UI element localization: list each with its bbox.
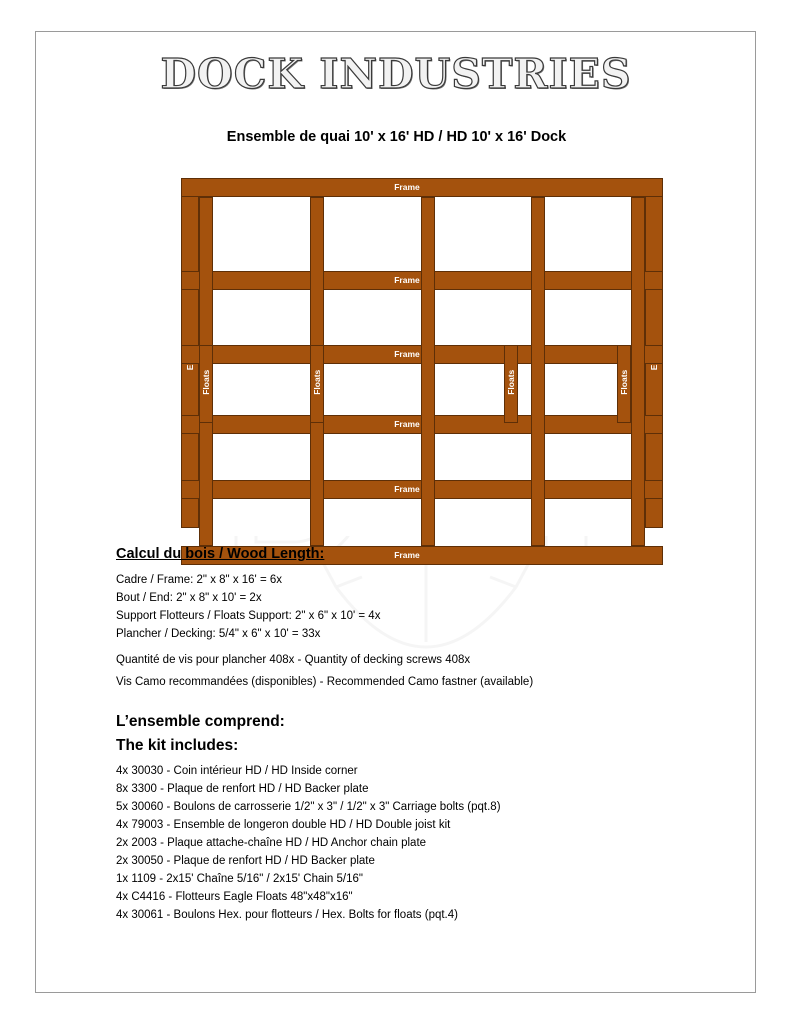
wood-length-note: Quantité de vis pour plancher 408x - Quantity of decking screws 408x: [116, 654, 471, 666]
kit-item: 4x 30061 - Boulons Hex. pour flotteurs / Hex. Bolts for floats (pqt.4): [116, 909, 458, 921]
frame-label: Frame: [394, 182, 420, 192]
wood-length-heading: Calcul du bois / Wood Length:: [116, 546, 325, 562]
document-page: [35, 31, 756, 993]
wood-length-item: Bout / End: 2" x 8" x 10' = 2x: [116, 592, 262, 604]
wood-length-item: Plancher / Decking: 5/4" x 6" x 10' = 33x: [116, 628, 321, 640]
frame-label: Frame: [394, 349, 420, 359]
kit-item: 4x C4416 - Flotteurs Eagle Floats 48"x48"x16": [116, 891, 353, 903]
page-title: Ensemble de quai 10' x 16' HD / HD 10' x 16' Dock: [226, 129, 567, 145]
kit-item: 2x 30050 - Plaque de renfort HD / HD Backer plate: [116, 855, 375, 867]
kit-item: 1x 1109 - 2x15' Chaîne 5/16" / 2x15' Chain 5/16": [116, 873, 363, 885]
wood-length-item: Support Flotteurs / Floats Support: 2" x 6" x 10' = 4x: [116, 610, 381, 622]
floats-label: Floats: [618, 369, 629, 395]
kit-heading-en: The kit includes:: [116, 737, 239, 754]
frame-label: Frame: [394, 419, 420, 429]
floats-label: Floats: [200, 369, 211, 395]
wood-length-item: Cadre / Frame: 2" x 8" x 16' = 6x: [116, 574, 282, 586]
kit-item: 8x 3300 - Plaque de renfort HD / HD Backer plate: [116, 783, 369, 795]
joist: [631, 197, 645, 546]
joist: [421, 197, 435, 546]
frame-label: Frame: [394, 275, 420, 285]
kit-item: 4x 30030 - Coin intérieur HD / HD Inside corner: [116, 765, 358, 777]
floats-label: Floats: [311, 369, 322, 395]
floats-label: Floats: [505, 369, 516, 395]
kit-heading-fr: L’ensemble comprend:: [116, 713, 285, 730]
kit-item: 5x 30060 - Boulons de carrosserie 1/2" x 3" / 1/2" x 3" Carriage bolts (pqt.8): [116, 801, 501, 813]
kit-item: 4x 79003 - Ensemble de longeron double HD / HD Double joist kit: [116, 819, 451, 831]
frame-label: Frame: [394, 484, 420, 494]
wood-length-note: Vis Camo recommandées (disponibles) - Recommended Camo fastner (available): [116, 676, 534, 688]
frame-label: Frame: [394, 550, 420, 560]
company-logo: [146, 50, 646, 110]
joist: [531, 197, 545, 546]
logo-text: DOCK INDUSTRIES: [160, 50, 632, 98]
kit-item: 2x 2003 - Plaque attache-chaîne HD / HD Anchor chain plate: [116, 837, 427, 849]
